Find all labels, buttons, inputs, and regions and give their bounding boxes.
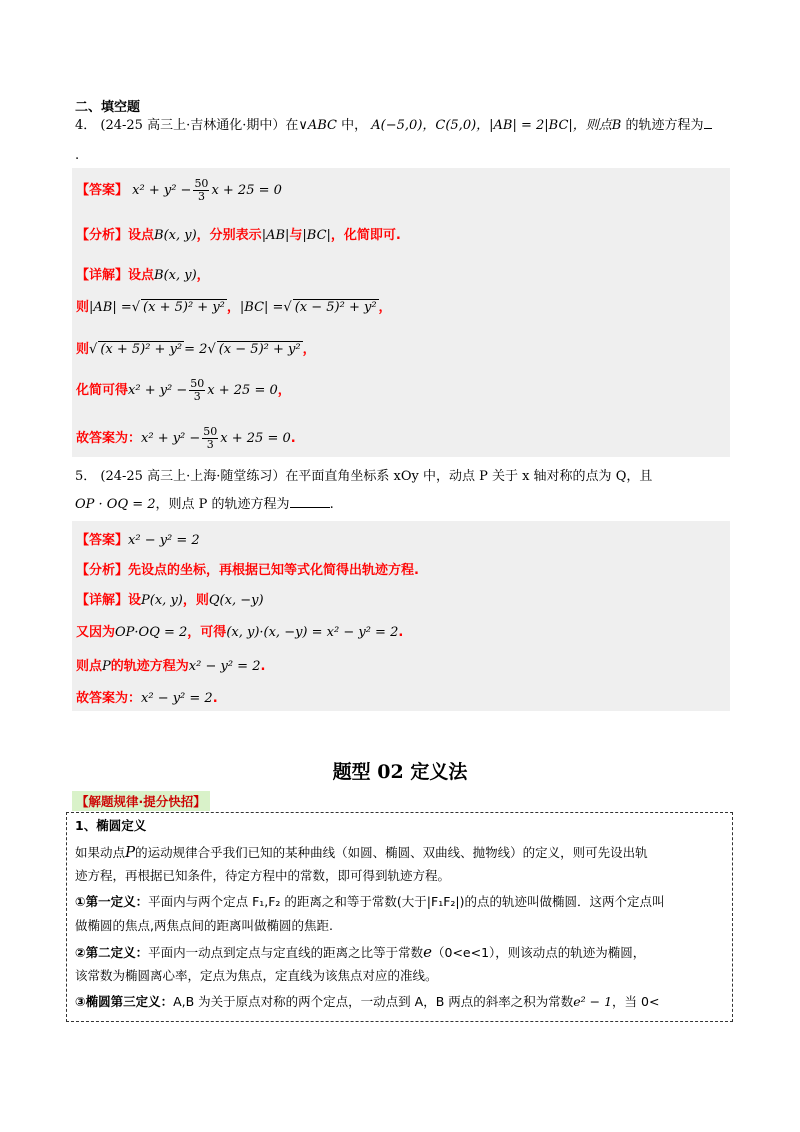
tips-paragraph-1: 如果动点P的运动规律合乎我们已知的某种曲线（如圆、椭圆、双曲线、抛物线）的定义，则可先设出轨 (75, 843, 648, 861)
q5-step-1: 又因为OP·OQ = 2，可得(x, y)·(x, −y) = x² − y² = 2. (76, 625, 404, 640)
section-heading: 题型 02 定义法 (332, 761, 468, 783)
q5-answer-box (72, 521, 730, 711)
fraction: $\frac{50}{3}$ (194, 177, 209, 203)
tips-title: 1、椭圆定义 (75, 818, 147, 833)
q5-detail: 【详解】设P(x, y)，则Q(x, −y) (76, 593, 264, 608)
definition-1-line2: 做椭圆的焦点,两焦点间的距离叫做椭圆的焦距. (75, 918, 333, 933)
question-4-line2: . (75, 148, 80, 163)
definition-2-line2: 该常数为椭圆离心率，定点为焦点，定直线为该焦点对应的准线。 (75, 968, 438, 983)
tips-paragraph-1-line2: 迹方程，再根据已知条件，待定方程中的常数，即可得到轨迹方程。 (75, 868, 451, 883)
q4-detail: 【详解】设点B(x, y)， (76, 268, 210, 283)
q4-step-1: 则|AB| =√ (x + 5)² + y² ，|BC| =√ (x − 5)² + y² ， (76, 300, 392, 315)
question-5: 5． (24-25 高三上·上海·随堂练习）在平面直角坐标系 xOy 中，动点 P 关于 x 轴对称的点为 Q，且 (75, 469, 653, 484)
tips-box (66, 812, 733, 1022)
q4-final: 故答案为：x² + y² − $\frac{50}{3}$ x + 25 = 0. (76, 425, 296, 451)
q5-final: 故答案为：x² − y² = 2. (76, 691, 218, 706)
q4-analysis: 【分析】设点B(x, y)，分别表示|AB|与|BC|，化简即可. (76, 228, 401, 243)
q4-step-3: 化简可得x² + y² − $\frac{50}{3}$ x + 25 = 0， (76, 377, 291, 403)
question-5-line2: OP · OQ = 2，则点 P 的轨迹方程为 . (75, 497, 334, 512)
definition-3: ③椭圆第三定义：A,B 为关于原点对称的两个定点，一动点到 A，B 两点的斜率之积为常数e² − 1，当 0< (75, 994, 660, 1009)
q4-answer: 【答案】 x² + y² − $\frac{50}{3}$ x + 25 = 0 (76, 177, 282, 203)
definition-1: ①第一定义：平面内与两个定点 F₁,F₂ 的距离之和等于常数(大于|F₁F₂|)的点的轨迹叫做椭圆．这两个定点叫 (75, 894, 665, 909)
q4-answer-box (72, 168, 730, 457)
q4-step-2: 则√ (x + 5)² + y² = 2√ (x − 5)² + y² ， (76, 342, 316, 357)
tip-label: 【解题规律·提分快招】 (72, 791, 210, 811)
answer-blank (290, 507, 330, 508)
section-title: 二、填空题 (75, 100, 141, 115)
q5-answer: 【答案】x² − y² = 2 (76, 533, 200, 548)
answer-blank (704, 128, 712, 129)
q5-analysis: 【分析】先设点的坐标，再根据已知等式化简得出轨迹方程. (76, 563, 419, 578)
question-4: 4． (24-25 高三上·吉林通化·期中）在∨ABC 中， A(−5,0)，C(5,0)，|AB| = 2|BC|，则点B 的轨迹方程为 (75, 116, 712, 136)
definition-2: ②第二定义：平面内一动点到定点与定直线的距离之比等于常数e（0<e<1），则该动点的轨迹为椭圆， (75, 943, 646, 961)
q5-step-2: 则点P的轨迹方程为x² − y² = 2. (76, 659, 266, 674)
